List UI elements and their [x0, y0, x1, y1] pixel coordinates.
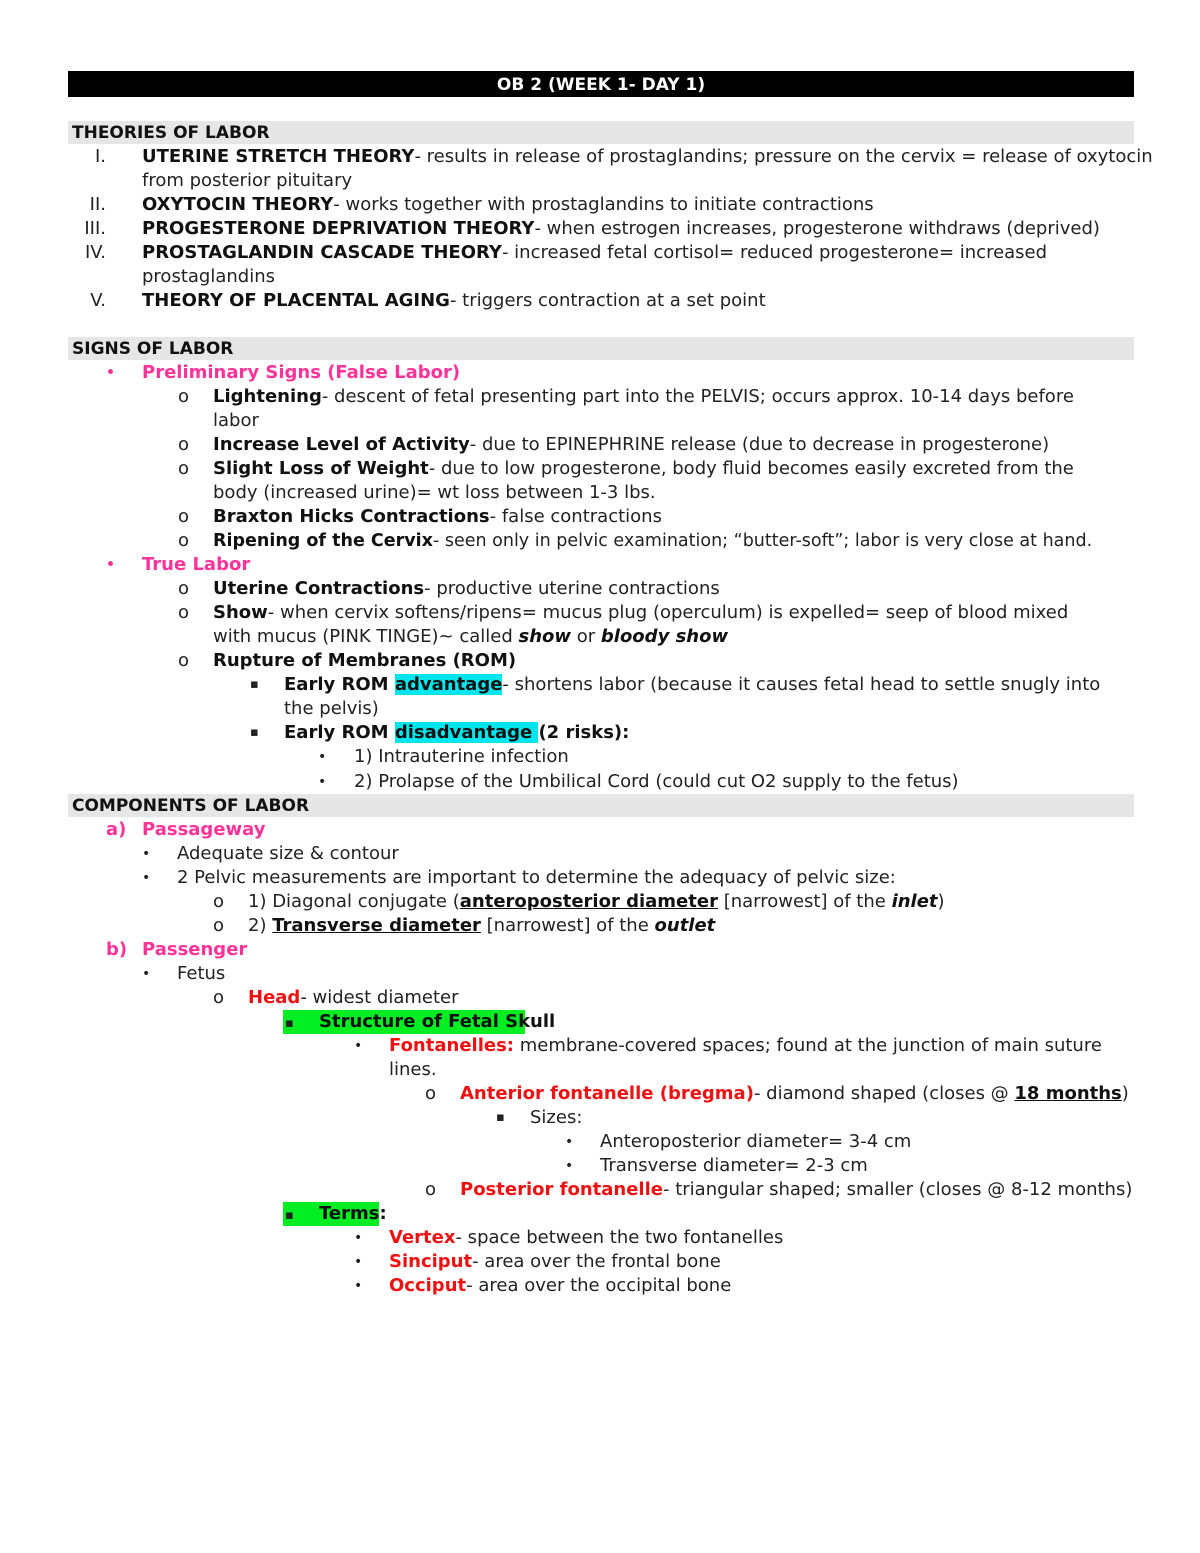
bullet-icon: • [318, 749, 327, 765]
bloody-show-word: bloody show [600, 626, 729, 647]
theory-text: - increased fetal cortisol= reduced progesterone= increased [501, 242, 1048, 263]
fontanelles-continuation: lines. [389, 1059, 437, 1080]
list-number: III. [84, 218, 106, 239]
size-item: Transverse diameter= 2-3 cm [600, 1155, 868, 1176]
sinciput-text: - area over the frontal bone [472, 1251, 721, 1272]
bullet-icon: • [142, 846, 151, 862]
fontanelles-text: membrane-covered spaces; found at the junction of main suture [513, 1035, 1102, 1056]
theory-term: OXYTOCIN THEORY [142, 194, 334, 215]
term-item [389, 1226, 783, 1250]
list-number: V. [90, 290, 106, 311]
bullet-icon: • [565, 1134, 574, 1150]
measurement-text: 1) Diagonal conjugate ( [248, 891, 460, 912]
bullet-icon: • [354, 1278, 363, 1294]
bullet-icon: • [106, 557, 115, 573]
bullet-icon: • [354, 1254, 363, 1270]
bullet-icon: • [106, 365, 115, 381]
theory-continuation: from posterior pituitary [142, 170, 353, 191]
risk-item: 2) Prolapse of the Umbilical Cord (could cut O2 supply to the fetus) [354, 771, 959, 792]
posterior-fontanelle-item [460, 1178, 1132, 1202]
preliminary-signs-heading: Preliminary Signs (False Labor) [142, 362, 461, 383]
sign-text: - seen only in pelvic examination; “butter-soft”; labor is very close at hand. [432, 531, 1093, 551]
bullet-icon: • [354, 1038, 363, 1054]
circle-bullet-icon: o [213, 891, 225, 912]
anterior-fontanelle-text: - diamond shaped (closes @ [753, 1083, 1015, 1104]
measurement-end: inlet [891, 891, 938, 912]
circle-bullet-icon: o [178, 650, 190, 671]
list-number: IV. [84, 242, 106, 263]
posterior-fontanelle-term: Posterior fontanelle [460, 1179, 663, 1200]
posterior-fontanelle-text: - triangular shaped; smaller (closes @ 8-12 months) [662, 1179, 1133, 1200]
theory-text: - results in release of prostaglandins; pressure on the cervix = release of oxytocin [414, 146, 1153, 167]
circle-bullet-icon: o [425, 1179, 437, 1200]
theory-item [142, 289, 766, 313]
measurement-end: outlet [654, 915, 716, 936]
list-letter: a) [106, 819, 127, 840]
square-bullet-icon: ▪ [285, 1016, 294, 1031]
sign-continuation: body (increased urine)= wt loss between 1-3 lbs. [213, 482, 656, 503]
sign-item [213, 385, 1074, 409]
page-title: OB 2 (WEEK 1- DAY 1) [68, 71, 1134, 97]
rom-heading: Rupture of Membranes (ROM) [213, 650, 517, 671]
sign-continuation [213, 625, 728, 649]
show-word: show [518, 626, 572, 647]
square-bullet-icon: ▪ [250, 677, 259, 692]
measurement-close: ) [937, 891, 945, 912]
fontanelles-item [389, 1034, 1102, 1058]
sign-item [213, 505, 662, 529]
sign-text: - due to low progesterone, body fluid becomes easily excreted from the [428, 458, 1074, 479]
measurement-text: [narrowest] of the [717, 891, 892, 912]
theory-item [142, 145, 1153, 169]
anterior-fontanelle-term: Anterior fontanelle (bregma) [460, 1083, 754, 1104]
sign-text: - due to EPINEPHRINE release (due to decrease in progesterone) [469, 434, 1050, 455]
circle-bullet-icon: o [178, 506, 190, 527]
head-term: Head [248, 987, 301, 1008]
theory-term: UTERINE STRETCH THEORY [142, 146, 415, 167]
theory-text: - when estrogen increases, progesterone withdraws (deprived) [534, 218, 1100, 239]
section-heading-signs: SIGNS OF LABOR [68, 337, 1134, 360]
term-item [389, 1274, 731, 1298]
fetal-skull-item [283, 1010, 556, 1034]
measurement-item [248, 914, 715, 938]
occiput-term: Occiput [389, 1275, 467, 1296]
sign-continuation: labor [213, 410, 259, 431]
risk-item: 1) Intrauterine infection [354, 746, 569, 767]
circle-bullet-icon: o [178, 386, 190, 407]
circle-bullet-icon: o [178, 602, 190, 623]
bullet-icon: • [142, 870, 151, 886]
term-item [389, 1250, 721, 1274]
circle-bullet-icon: o [213, 915, 225, 936]
fontanelles-term: Fontanelles: [389, 1035, 514, 1056]
show-text: with mucus (PINK TINGE)~ called [213, 626, 519, 647]
measurement-term: Transverse diameter [272, 915, 481, 936]
sign-term: Lightening [213, 386, 322, 407]
circle-bullet-icon: o [178, 578, 190, 599]
head-item [248, 986, 459, 1010]
circle-bullet-icon: o [178, 530, 190, 551]
fetus-item: Fetus [177, 963, 226, 984]
passageway-item: Adequate size & contour [177, 843, 399, 864]
passageway-heading: Passageway [142, 819, 266, 840]
sign-item [213, 529, 1092, 553]
rom-advantage [284, 673, 1100, 697]
or-word: or [571, 626, 601, 647]
fetal-skull-heading: Structure of Fetal Skull [319, 1011, 556, 1032]
terms-item [283, 1202, 387, 1226]
sign-item [213, 457, 1074, 481]
sign-term: Show [213, 602, 268, 623]
rom-text: (2 risks): [538, 722, 630, 743]
size-item: Anteroposterior diameter= 3-4 cm [600, 1131, 912, 1152]
anterior-fontanelle-item [460, 1082, 1129, 1106]
rom-continuation: the pelvis) [284, 698, 379, 719]
passenger-heading: Passenger [142, 939, 248, 960]
passageway-item: 2 Pelvic measurements are important to determine the adequacy of pelvic size: [177, 867, 896, 888]
closure-age: 18 months [1014, 1083, 1122, 1104]
sign-term: Ripening of the Cervix [213, 531, 433, 551]
theory-item [142, 217, 1100, 241]
sinciput-term: Sinciput [389, 1251, 473, 1272]
list-number: I. [94, 146, 106, 167]
square-bullet-icon: ▪ [285, 1208, 294, 1223]
sign-text: - productive uterine contractions [424, 578, 720, 599]
terms-heading: Terms: [319, 1203, 387, 1224]
sign-text: - false contractions [489, 506, 662, 527]
theory-continuation: prostaglandins [142, 266, 275, 287]
measurement-term: anteroposterior diameter [459, 891, 718, 912]
list-letter: b) [106, 939, 128, 960]
theory-term: PROSTAGLANDIN CASCADE THEORY [142, 242, 502, 263]
vertex-text: - space between the two fontanelles [455, 1227, 784, 1248]
rom-term: Early ROM [284, 722, 395, 743]
theory-item [142, 193, 874, 217]
theory-text: - works together with prostaglandins to initiate contractions [333, 194, 874, 215]
measurement-text: 2) [248, 915, 273, 936]
rom-disadvantage [284, 721, 629, 745]
true-labor-heading: True Labor [142, 554, 251, 575]
bullet-icon: • [142, 966, 151, 982]
list-number: II. [89, 194, 106, 215]
sign-term: Uterine Contractions [213, 578, 425, 599]
vertex-term: Vertex [389, 1227, 456, 1248]
measurement-text: [narrowest] of the [480, 915, 655, 936]
advantage-highlight: advantage [394, 674, 503, 695]
rom-term: Early ROM [284, 674, 395, 695]
sign-item [213, 577, 720, 601]
circle-bullet-icon: o [213, 987, 225, 1008]
theory-text: - triggers contraction at a set point [449, 290, 766, 311]
theory-term: PROGESTERONE DEPRIVATION THEORY [142, 218, 535, 239]
circle-bullet-icon: o [178, 434, 190, 455]
bullet-icon: • [354, 1230, 363, 1246]
square-bullet-icon: ▪ [250, 725, 259, 740]
measurement-item [248, 890, 945, 914]
sign-term: Braxton Hicks Contractions [213, 506, 490, 527]
square-bullet-icon: ▪ [496, 1110, 505, 1125]
sign-term: Slight Loss of Weight [213, 458, 429, 479]
anterior-fontanelle-close: ) [1121, 1083, 1129, 1104]
section-heading-theories: THEORIES OF LABOR [68, 121, 1134, 144]
circle-bullet-icon: o [178, 458, 190, 479]
rom-text: - shortens labor (because it causes fetal head to settle snugly into [502, 674, 1101, 695]
head-text: - widest diameter [300, 987, 459, 1008]
sign-text: - when cervix softens/ripens= mucus plug (operculum) is expelled= seep of blood mixed [267, 602, 1069, 623]
theory-item [142, 241, 1047, 265]
sign-term: Increase Level of Activity [213, 434, 470, 455]
sizes-label: Sizes: [530, 1107, 583, 1128]
circle-bullet-icon: o [425, 1083, 437, 1104]
disadvantage-highlight: disadvantage [394, 722, 539, 743]
bullet-icon: • [318, 774, 327, 790]
occiput-text: - area over the occipital bone [466, 1275, 732, 1296]
theory-term: THEORY OF PLACENTAL AGING [142, 290, 450, 311]
bullet-icon: • [565, 1158, 574, 1174]
sign-item [213, 433, 1049, 457]
sign-item [213, 601, 1068, 625]
section-heading-components: COMPONENTS OF LABOR [68, 794, 1134, 817]
sign-text: - descent of fetal presenting part into the PELVIS; occurs approx. 10-14 days before [321, 386, 1074, 407]
